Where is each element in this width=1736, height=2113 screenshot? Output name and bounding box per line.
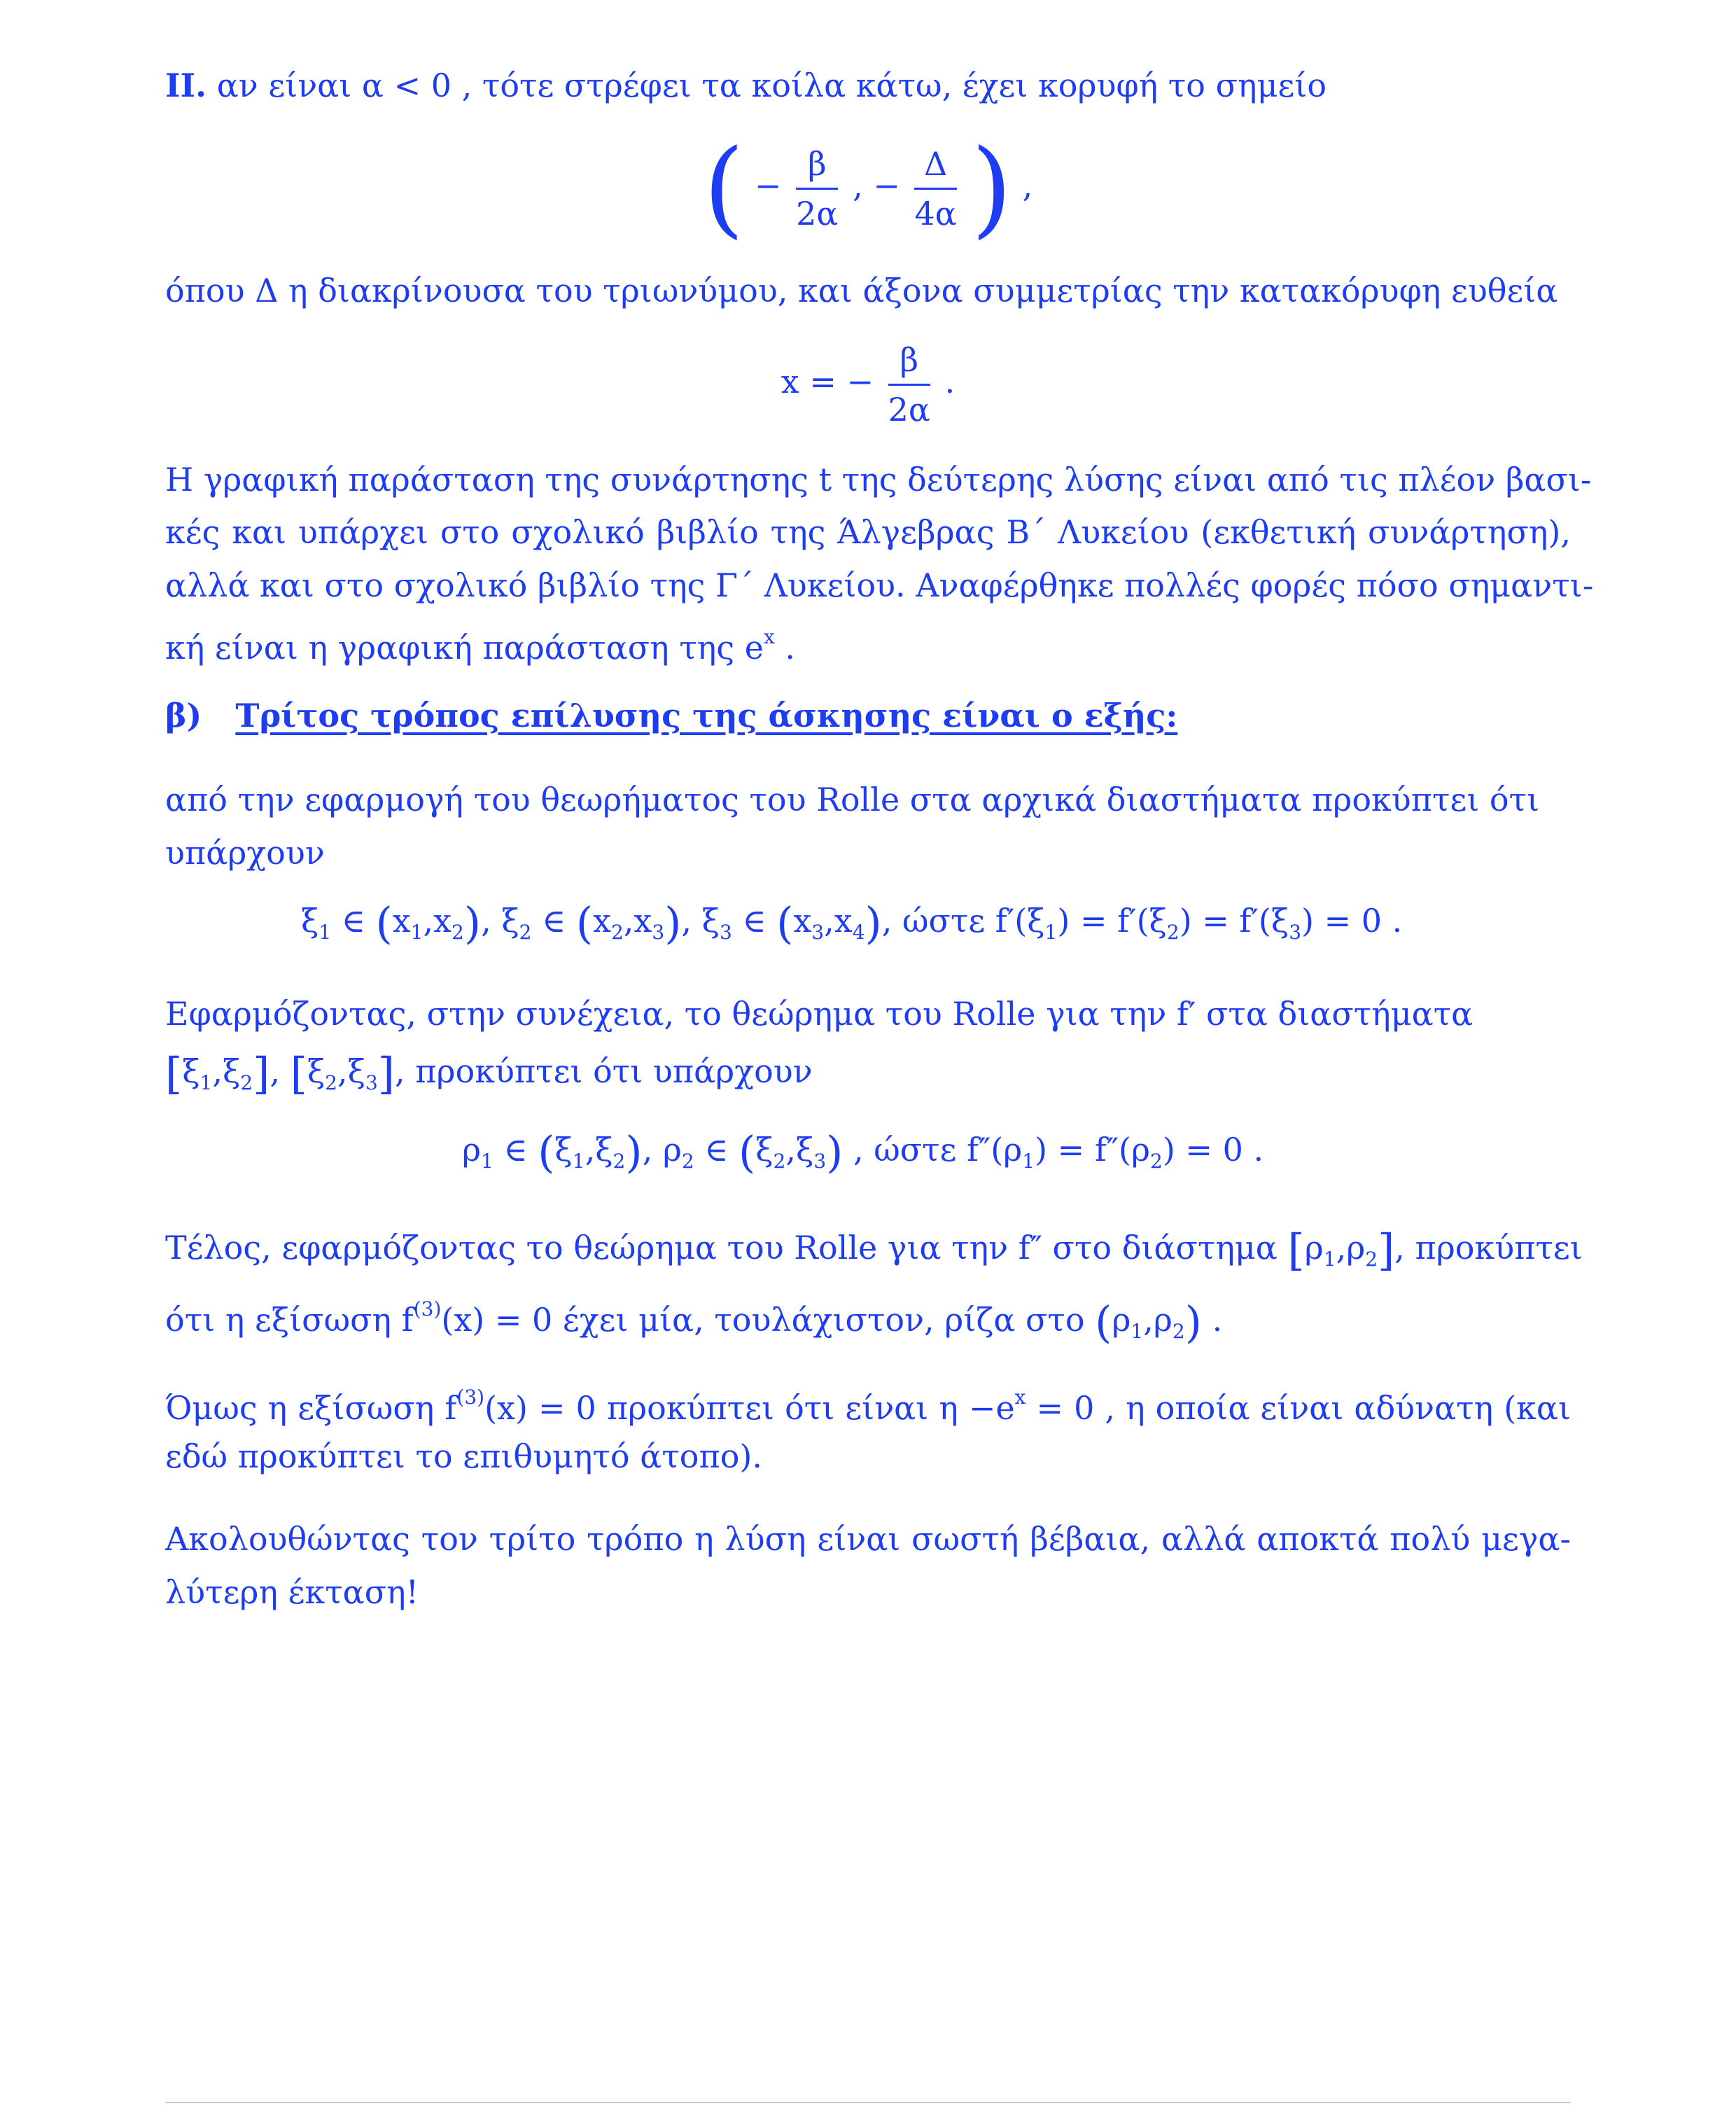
sub-2: 2 bbox=[519, 921, 532, 944]
sub-1: 1 bbox=[1130, 1320, 1144, 1343]
vertex-minus-2: − bbox=[873, 167, 900, 204]
such-that-text: , ώστε f′(ξ bbox=[881, 902, 1045, 940]
sub-1: 1 bbox=[1323, 1248, 1336, 1271]
x-symbol: x bbox=[392, 902, 411, 940]
sub-3: 3 bbox=[365, 1071, 378, 1094]
comma: , bbox=[824, 902, 834, 940]
open-bracket: [ bbox=[1287, 1225, 1305, 1276]
x-symbol: x bbox=[793, 902, 812, 940]
vertex-close-paren: ) bbox=[971, 127, 1012, 249]
closing-line-2: λύτερη έκταση! bbox=[165, 1573, 419, 1611]
open-bracket: [ bbox=[165, 1048, 183, 1099]
vertex-minus-1: − bbox=[754, 167, 782, 204]
third-derivative-sup: (3) bbox=[413, 1297, 442, 1320]
section-b-heading bbox=[165, 695, 1571, 737]
xi-symbol: ξ bbox=[301, 902, 319, 940]
discriminant-line: όπου Δ η διακρίνουσα του τριωνύμου, και άξονα συμμετρίας την κατακόρυφη ευθεία bbox=[165, 272, 1558, 309]
section-b-label: β) bbox=[165, 697, 202, 734]
rho-symbol: ρ bbox=[1346, 1229, 1366, 1267]
case-two-line bbox=[165, 64, 1571, 106]
open-paren: ( bbox=[375, 898, 393, 949]
graph-paragraph-line-3: αλλά και στο σχολικό βιβλίο της Γ΄ Λυκείου. Αναφέρθηκε πολλές φορές πόσο σημαντι- bbox=[165, 566, 1594, 604]
rolle-intro-line-2: υπάρχουν bbox=[165, 834, 325, 872]
comma: , bbox=[270, 1052, 280, 1090]
vertex-fraction-2-numerator: Δ bbox=[914, 143, 956, 190]
finally-after: , προκύπτει bbox=[1394, 1229, 1583, 1267]
axis-lhs: x = − bbox=[780, 363, 874, 400]
close-paren: ) bbox=[664, 898, 682, 949]
comma: , bbox=[623, 902, 634, 940]
comma: , bbox=[1143, 1301, 1154, 1339]
sub-1: 1 bbox=[318, 921, 332, 944]
graph-last-end: . bbox=[774, 629, 795, 667]
finally-line bbox=[165, 1225, 1583, 1281]
xi-symbol: ξ bbox=[595, 1131, 613, 1169]
xi-symbol: ξ bbox=[755, 1131, 774, 1169]
intervals-text: , προκύπτει ότι υπάρχουν bbox=[395, 1052, 813, 1090]
vertex-fraction-1 bbox=[796, 143, 838, 235]
close-paren: ) bbox=[864, 898, 882, 949]
axis-fraction bbox=[888, 339, 930, 431]
equals-text: ) = f″(ρ bbox=[1035, 1131, 1151, 1169]
element-of-symbol: ∈ bbox=[503, 1131, 528, 1169]
graph-paragraph-line-1: Η γραφική παράσταση της συνάρτησης t της δεύτερης λύσης είναι από τις πλέον βασι- bbox=[165, 461, 1592, 498]
close-bracket: ] bbox=[1378, 1225, 1395, 1276]
graph-paragraph-line-2: κές και υπάρχει στο σχολικό βιβλίο της Άλγεβρας Β΄ Λυκείου (εκθετική συνάρτηση), bbox=[165, 513, 1571, 551]
comma: , bbox=[1336, 1229, 1347, 1267]
element-of-symbol: ∈ bbox=[341, 902, 365, 940]
xi-symbol: ξ bbox=[223, 1052, 241, 1090]
sub-2: 2 bbox=[325, 1071, 337, 1094]
root-line-text: ότι η εξίσωση f bbox=[165, 1301, 414, 1339]
open-paren: ( bbox=[575, 898, 594, 949]
graph-paragraph-line-4 bbox=[165, 616, 1571, 669]
sub-2: 2 bbox=[240, 1071, 253, 1094]
however-after: = 0 , η οποία είναι αδύνατη (και bbox=[1026, 1389, 1572, 1427]
sub-3: 3 bbox=[720, 921, 732, 944]
footer-rule bbox=[165, 2102, 1571, 2103]
xi-symbol: ξ bbox=[701, 902, 720, 940]
sub-2: 2 bbox=[612, 1150, 626, 1173]
open-paren: ( bbox=[738, 1127, 756, 1178]
comma: , bbox=[681, 902, 692, 940]
x-symbol: x bbox=[433, 902, 452, 940]
root-line-mid: (x) = 0 έχει μία, τουλάχιστον, ρίζα στο bbox=[441, 1301, 1085, 1339]
element-of-symbol: ∈ bbox=[542, 902, 566, 940]
however-mid: (x) = 0 προκύπτει ότι είναι η −e bbox=[484, 1389, 1015, 1427]
element-of-symbol: ∈ bbox=[742, 902, 766, 940]
open-paren: ( bbox=[776, 898, 794, 949]
sub-1: 1 bbox=[481, 1150, 493, 1173]
close-bracket: ] bbox=[253, 1048, 270, 1099]
sub-1: 1 bbox=[572, 1150, 585, 1173]
sub-2: 2 bbox=[773, 1150, 786, 1173]
root-line bbox=[165, 1288, 1571, 1353]
x-symbol: x bbox=[834, 902, 853, 940]
rho-symbol: ρ bbox=[662, 1131, 682, 1169]
vertex-fraction-2 bbox=[914, 143, 956, 235]
open-paren: ( bbox=[538, 1127, 555, 1178]
rho-symbol: ρ bbox=[1153, 1301, 1172, 1339]
vertex-open-paren: ( bbox=[703, 127, 745, 249]
axis-fraction-numerator: β bbox=[888, 339, 930, 386]
sub-3: 3 bbox=[652, 921, 665, 944]
vertex-fraction-1-denominator: 2α bbox=[796, 194, 839, 232]
graph-last-text: κή είναι η γραφική παράσταση της e bbox=[165, 629, 764, 667]
intervals-line bbox=[165, 1050, 1571, 1104]
sub-2: 2 bbox=[1172, 1320, 1185, 1343]
applying-line: Εφαρμόζοντας, στην συνέχεια, το θεώρημα του Rolle για την f′ στα διαστήματα bbox=[165, 995, 1474, 1033]
close-paren: ) bbox=[463, 898, 482, 949]
vertex-formula bbox=[0, 126, 1736, 249]
sub-2: 2 bbox=[610, 921, 624, 944]
sub-1: 1 bbox=[410, 921, 424, 944]
comma: , bbox=[642, 1131, 653, 1169]
however-line-1 bbox=[165, 1376, 1571, 1429]
rolle-intro-line-1: από την εφαρμογή του θεωρήματος του Rolle στα αρχικά διαστήματα προκύπτει ότι bbox=[165, 781, 1540, 818]
equals-zero-text: ) = 0 . bbox=[1301, 902, 1403, 940]
comma: , bbox=[212, 1052, 223, 1090]
case-two-text: αν είναι α < 0 , τότε στρέφει τα κοίλα κάτω, έχει κορυφή το σημείο bbox=[216, 67, 1327, 104]
such-that-text: , ώστε f″(ρ bbox=[853, 1131, 1023, 1169]
sub-1: 1 bbox=[200, 1071, 213, 1094]
comma: , bbox=[337, 1052, 348, 1090]
sub-2: 2 bbox=[1150, 1150, 1163, 1173]
vertex-fraction-2-denominator: 4α bbox=[914, 194, 957, 232]
close-paren: ) bbox=[625, 1127, 643, 1178]
x-symbol: x bbox=[634, 902, 652, 940]
vertex-separator: , bbox=[853, 167, 863, 204]
finally-text: Τέλος, εφαρμόζοντας το θεώρημα του Rolle για την f″ στο διάστημα bbox=[165, 1229, 1278, 1267]
case-two-label: ΙΙ. bbox=[165, 67, 207, 104]
comma: , bbox=[785, 1131, 796, 1169]
rho-symbol: ρ bbox=[1112, 1301, 1131, 1339]
equals-text: ) = f′(ξ bbox=[1057, 902, 1167, 940]
xi-symbol: ξ bbox=[347, 1052, 365, 1090]
sub-3: 3 bbox=[813, 1150, 827, 1173]
root-line-end: . bbox=[1212, 1301, 1223, 1339]
comma: , bbox=[481, 902, 491, 940]
xi-symbol: ξ bbox=[501, 902, 519, 940]
xi-symbol: ξ bbox=[796, 1131, 814, 1169]
sub-2: 2 bbox=[681, 1150, 694, 1173]
graph-last-exponent: x bbox=[763, 625, 775, 648]
section-b-title: Τρίτος τρόπος επίλυσης της άσκησης είναι ο εξής: bbox=[235, 697, 1178, 734]
sub-3: 3 bbox=[811, 921, 825, 944]
xi-symbol: ξ bbox=[554, 1131, 573, 1169]
sub-2: 2 bbox=[451, 921, 464, 944]
rho-symbol: ρ bbox=[1304, 1229, 1324, 1267]
sub-1: 1 bbox=[1044, 921, 1058, 944]
comma: , bbox=[423, 902, 434, 940]
closing-line-1: Ακολουθώντας τον τρίτο τρόπο η λύση είναι σωστή βέβαια, αλλά αποκτά πολύ μεγα- bbox=[165, 1520, 1571, 1558]
close-paren: ) bbox=[1184, 1297, 1202, 1348]
xi-symbol: ξ bbox=[307, 1052, 326, 1090]
axis-fraction-denominator: 2α bbox=[888, 390, 930, 428]
axis-formula bbox=[0, 333, 1736, 431]
however-line-2: εδώ προκύπτει το επιθυμητό άτοπο). bbox=[165, 1437, 762, 1475]
close-paren: ) bbox=[826, 1127, 844, 1178]
xi-symbol: ξ bbox=[182, 1052, 200, 1090]
element-of-symbol: ∈ bbox=[704, 1131, 729, 1169]
comma: , bbox=[584, 1131, 596, 1169]
axis-trailing-dot: . bbox=[944, 363, 955, 400]
sub-2: 2 bbox=[1166, 921, 1180, 944]
equals-text: ) = f′(ξ bbox=[1179, 902, 1289, 940]
third-derivative-sup: (3) bbox=[456, 1386, 485, 1409]
equals-zero-text: ) = 0 . bbox=[1162, 1131, 1264, 1169]
rho-symbol: ρ bbox=[462, 1131, 482, 1169]
sub-2: 2 bbox=[1365, 1248, 1378, 1271]
sub-3: 3 bbox=[1289, 921, 1302, 944]
vertex-fraction-1-numerator: β bbox=[796, 143, 838, 190]
open-bracket: [ bbox=[290, 1048, 307, 1099]
however-text: Όμως η εξίσωση f bbox=[165, 1389, 457, 1427]
open-paren: ( bbox=[1095, 1297, 1112, 1348]
sub-4: 4 bbox=[852, 921, 865, 944]
xi-formula bbox=[301, 900, 1402, 954]
rho-formula bbox=[462, 1129, 1264, 1183]
close-bracket: ] bbox=[377, 1048, 395, 1099]
vertex-trailing-comma: , bbox=[1022, 167, 1033, 204]
x-symbol: x bbox=[593, 902, 611, 940]
exponent-x: x bbox=[1014, 1386, 1026, 1409]
sub-1: 1 bbox=[1022, 1150, 1035, 1173]
